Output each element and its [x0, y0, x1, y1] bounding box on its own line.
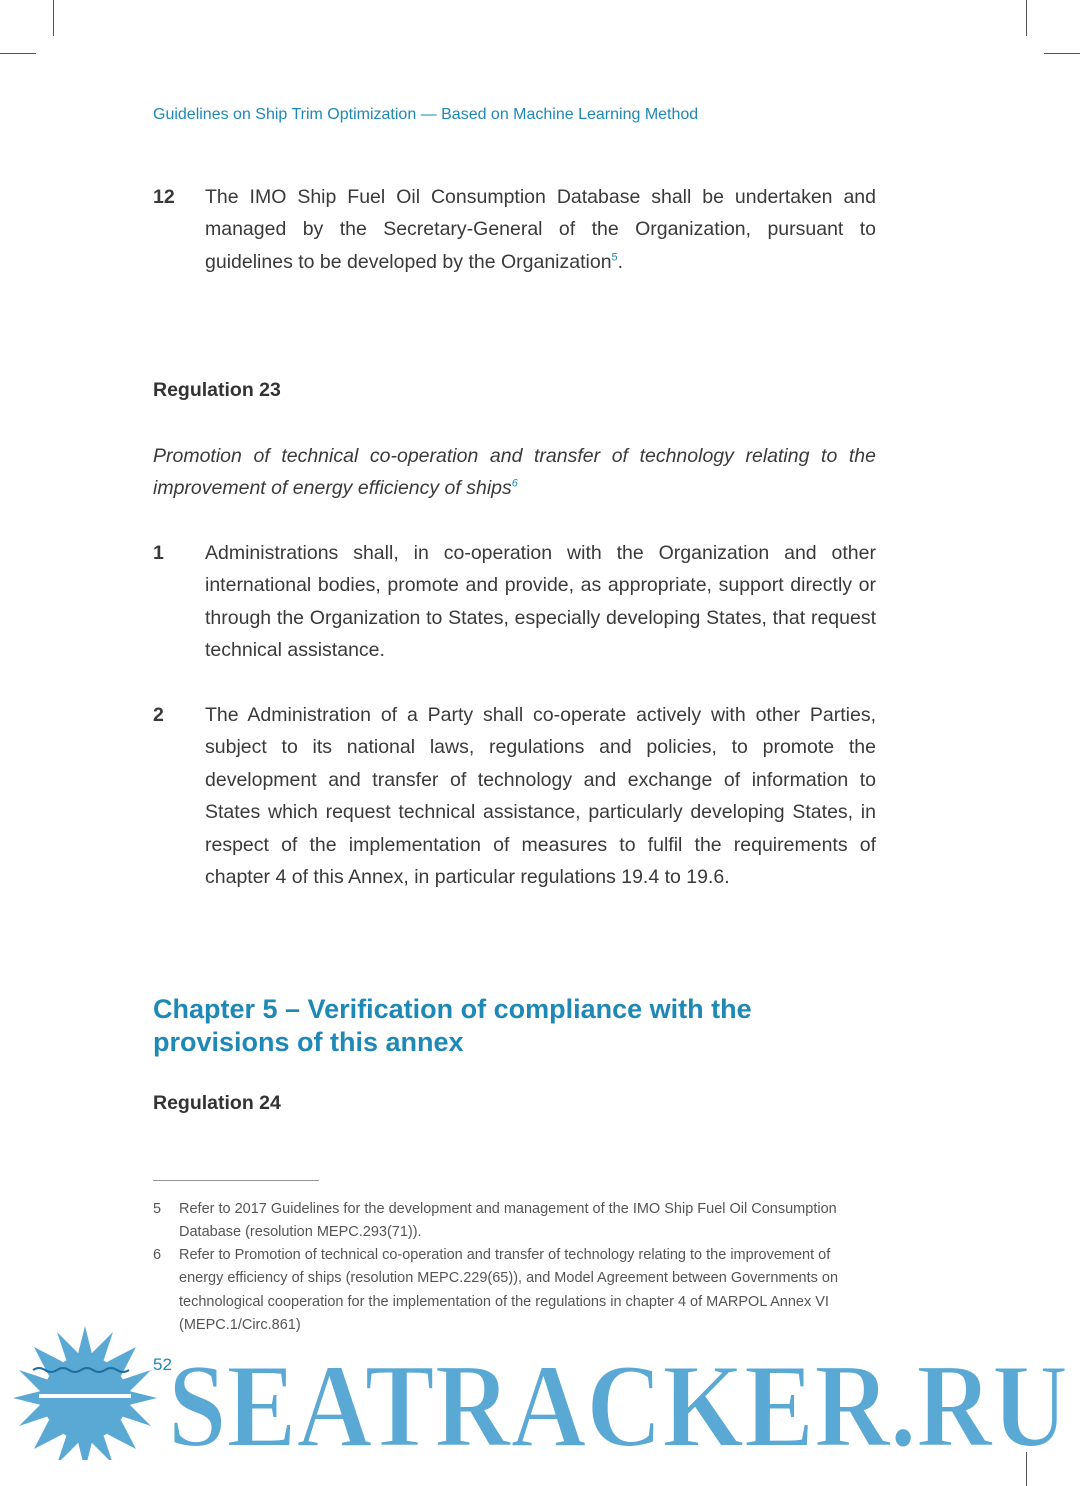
paragraph-body [205, 181, 876, 278]
paragraph-2 [153, 699, 876, 893]
watermark [0, 1320, 1080, 1460]
paragraph-12 [153, 181, 876, 278]
paragraph-end: . [617, 250, 624, 273]
regulation-23-heading: Regulation 23 [153, 379, 281, 401]
footnote-text: Refer to 2017 Guidelines for the development and management of the IMO Ship Fuel Oil Consumption Database (resolution MEPC.293(71)). [179, 1201, 837, 1241]
paragraph-number: 12 [153, 186, 175, 208]
crop-mark [1026, 0, 1027, 36]
regulation-24-heading: Regulation 24 [153, 1092, 281, 1114]
crop-mark [1044, 53, 1080, 54]
crop-mark [0, 53, 36, 54]
footnote-number: 5 [153, 1201, 162, 1217]
regulation-23-title [153, 440, 876, 505]
chapter-title [153, 993, 853, 1059]
paragraph-text: The IMO Ship Fuel Oil Consumption Database shall be undertaken and managed by the Secretary-General of the Organization, pursuant to guidelines to be developed by the Organization [205, 186, 876, 273]
paragraph-number: 2 [153, 704, 164, 726]
paragraph-body: The Administration of a Party shall co-operate actively with other Parties, subject to its national laws, regulations and policies, to promote the development and transfer of technology and exchange of information to States which request technical assistance, particularly developing States, in respect of the implementation of measures to fulfil the requirements of chapter 4 of this Annex, in particular regulations 19.4 to 19.6. [205, 704, 876, 889]
footnote-number: 6 [153, 1247, 162, 1263]
footnote-ref[interactable]: 5 [611, 251, 618, 264]
regulation-title-text: Promotion of technical co-operation and transfer of technology relating to the improvement of energy efficiency of ships [153, 445, 876, 500]
footnote-ref[interactable]: 6 [511, 477, 518, 490]
watermark-text: SEATRACKER.RU [168, 1339, 1068, 1460]
footnote-5 [153, 1198, 873, 1245]
crop-mark [53, 0, 54, 36]
page-number: 52 [153, 1355, 172, 1374]
footnote-text: Refer to Promotion of technical co-operation and transfer of technology relating to the improvement of energy efficiency of ships (resolution MEPC.229(65)), and Model Agreement between Governments on technological cooperation for the implementation of the regulations in chapter 4 of MARPOL Annex VI (MEPC.1/Circ.861) [179, 1247, 839, 1333]
paragraph-number: 1 [153, 542, 164, 564]
sun-logo-icon [13, 1326, 157, 1460]
chapter-title-line: Chapter 5 – Verification of compliance with the [153, 994, 752, 1024]
paragraph-body: Administrations shall, in co-operation with the Organization and other international bodies, promote and provide, as appropriate, support directly or through the Organization to States, especially developing States, that request technical assistance. [205, 542, 876, 662]
footnote-divider [153, 1180, 319, 1181]
running-header: Guidelines on Ship Trim Optimization — Based on Machine Learning Method [153, 106, 699, 123]
paragraph-1 [153, 537, 876, 667]
chapter-title-line: provisions of this annex [153, 1027, 464, 1057]
